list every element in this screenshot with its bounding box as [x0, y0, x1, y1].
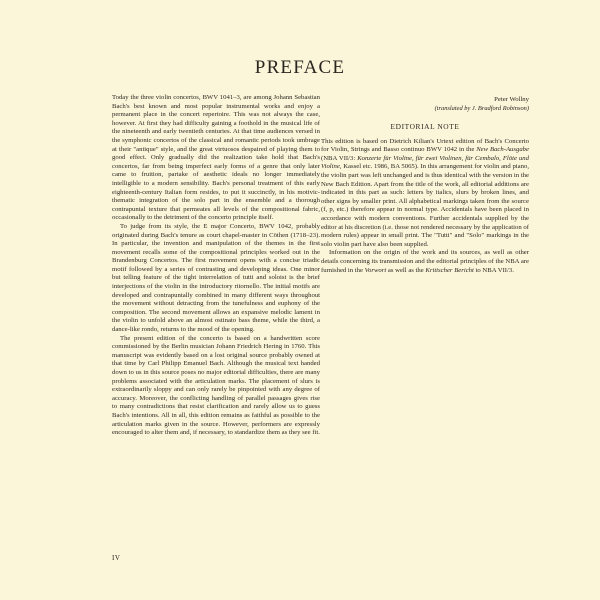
preface-paragraph-3-text: The present edition of the concerto is based on a handwritten score commissioned by the Berlin musician Johann Friedrich Hering in 1760. This manuscript was evidently based on a lost original source probably owned at that time by Carl Philipp Emanuel Bach. Although the musical text handed down to us in this source poses no major editorial difficulties, there are many problems associated with the articulation marks. The placement of slurs is extraordinarily sloppy and can only rarely be pinpointed with any degree of accuracy. Moreover, the conflicting handling of parallel passages gives rise to many contradictions that resist clarification and rarely allow us to guess Bach's intentions. All in all, this edition remains as faithful as possible to the articulation marks given in the source. However, performers are expressly encouraged to alter them and, if necessary, to standardize them as they see fit. — [112, 334, 320, 437]
editorial-note-heading: EDITORIAL NOTE — [390, 122, 460, 131]
preface-column-left — [112, 94, 320, 438]
preface-paragraph-3 — [112, 335, 320, 438]
author-signature: Peter Wollny — [494, 96, 529, 103]
translator-credit: (translated by J. Bradford Robinson) — [434, 104, 529, 112]
preface-paragraph-2: To judge from its style, the E major Concerto, BWV 1042, probably originated during Bach's tenure as court chapel-master in Cöthen (1718–23). In particular, the invention and manipulation of the themes in the first movement recalls some of the compositional principles worked out in the Brandenburg Concertos. The first movement opens with a concise triadic motif followed by a series of contrasting and developing ideas. One minor but telling feature of the tight interrelation of tutti and soloist is the brief interjections of the violin in the introductory ritornello. The initial motifs are developed and contrapuntally combined in many different ways throughout the movement without detracting from the tunefulness and euphony of the composition. The second movement allows an expansive melodic lament in the violin to unfold above an almost ostinato bass theme, while the third, a dance-like rondo, returns to the mood of the opening. — [112, 222, 320, 334]
preface-column-right — [321, 94, 529, 275]
editorial-paragraph-2: Information on the origin of the work and its sources, as well as other details concerning its transmission and the editorial principles of the NBA are furnished in the Vorwort as well as the Kritischer Bericht to NBA VII/3. — [321, 249, 529, 274]
page-number: IV — [112, 554, 121, 562]
page-title: PREFACE — [254, 57, 346, 78]
preface-paragraph-1: Today the three violin concertos, BWV 1041–3, are among Johann Sebastian Bach's best known and most popular instrumental works and enjoy a permanent place in the concert repertoire. This was not always the case, however. At first they had difficulty gaining a foothold in the musical life of the nineteenth and early twentieth centuries. At that time audiences versed in the symphonic concertos of the classical and romantic periods took umbrage at their "antique" style, and the great virtuosos despaired of playing them to good effect. Only gradually did the realization take hold that Bach's concertos, far from being imperfect early forms of a genre that only later came to fruition, partake of aesthetic ideals no longer immediately intelligible to a modern sensibility. Bach's personal treatment of this early eighteenth-century Italian form resides, to put it succinctly, in his motivic-thematic integration of the solo part in the ensemble and a thorough contrapuntal texture that permeates all levels of the compositional fabric, occasionally to the detriment of the concerto principle itself. — [112, 94, 320, 222]
editorial-paragraph-1: This edition is based on Dietrich Kilian's Urtext edition of Bach's Concerto for Violin, Strings and Basso continuo BWV 1042 in the New Bach-Ausgabe (NBA VII/3: Konzerte für Violine, für zwei Violinen, für Cembalo, Flöte und Violine, Kassel etc. 1986, BA 5065). In this arrangement for violin and piano, the violin part was left unchanged and is thus identical with the version in the New Bach Edition. Apart from the title of the work, all editorial additions are indicated in this part as such: letters by italics, slurs by broken lines, and other signs by smaller print. All alphabetical markings taken from the source (f, p, etc.) therefore appear in normal type. Accidentals have been placed in accordance with modern conventions. Further accidentals supplied by the editor at his discretion (i.e. those not rendered necessary by the application of modern rules) appear in small print. The "Tutti" and "Solo" markings in the solo violin part have also been supplied. — [321, 137, 529, 248]
